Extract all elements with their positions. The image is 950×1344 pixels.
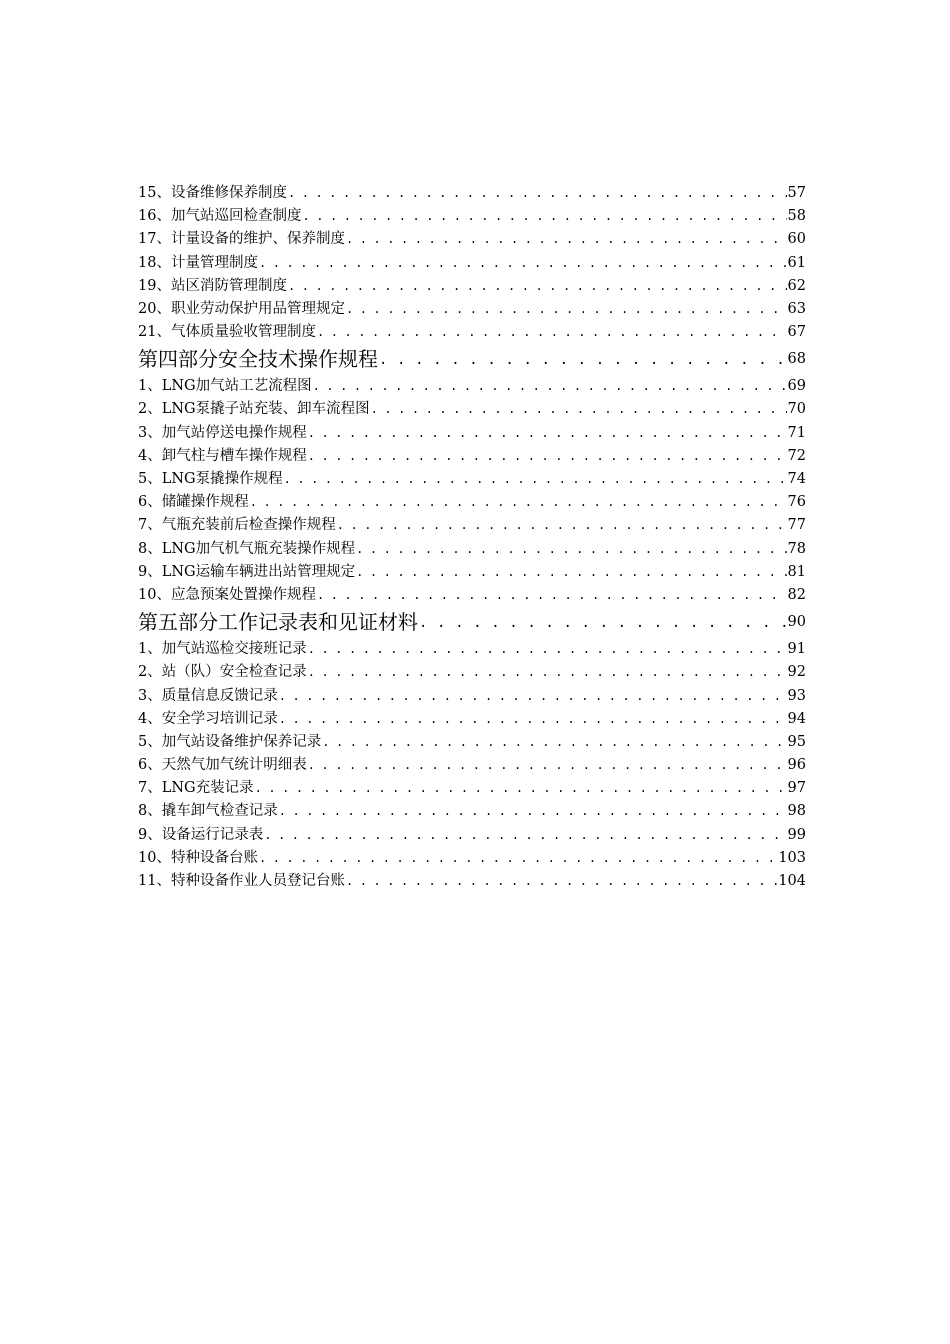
- toc-section-heading[interactable]: [138, 607, 806, 638]
- toc-entry-title: 10、特种设备台账: [138, 849, 258, 866]
- toc-entry[interactable]: [138, 847, 806, 870]
- toc-entry-title: 18、计量管理制度: [138, 254, 258, 271]
- toc-entry-title: 7、LNG充装记录: [138, 780, 254, 797]
- toc-entry-page: 69: [787, 378, 806, 395]
- toc-entry-page: 57: [787, 184, 806, 201]
- toc-entry-page: 60: [787, 231, 806, 248]
- toc-entry-title: 8、撬车卸气检查记录: [138, 803, 278, 820]
- toc-entry-title: 5、LNG泵撬操作规程: [138, 471, 283, 488]
- toc-entry-title: 8、LNG加气机气瓶充装操作规程: [138, 540, 356, 557]
- dot-leader: [307, 445, 787, 468]
- dot-leader: [249, 491, 787, 514]
- dot-leader: [278, 685, 787, 708]
- toc-entry-page: 71: [787, 424, 806, 441]
- toc-entry-page: 63: [787, 300, 806, 317]
- dot-leader: [370, 399, 787, 422]
- toc-entry-title: 2、LNG泵撬子站充装、卸车流程图: [138, 401, 370, 418]
- toc-entry-title: 1、LNG加气站工艺流程图: [138, 378, 312, 395]
- toc-section-title: 第五部分工作记录表和见证材料: [138, 610, 418, 635]
- toc-entry[interactable]: [138, 298, 806, 321]
- toc-entry-page: 93: [787, 687, 806, 704]
- dot-leader: [418, 607, 787, 638]
- toc-section-heading[interactable]: [138, 344, 806, 375]
- toc-entry-page: 72: [787, 447, 806, 464]
- toc-entry[interactable]: [138, 491, 806, 514]
- dot-leader: [287, 275, 787, 298]
- toc-entry-title: 4、安全学习培训记录: [138, 710, 278, 727]
- toc-entry-title: 11、特种设备作业人员登记台账: [138, 873, 345, 890]
- toc-entry-title: 3、质量信息反馈记录: [138, 687, 278, 704]
- toc-entry[interactable]: [138, 468, 806, 491]
- toc-entry-title: 9、设备运行记录表: [138, 826, 264, 843]
- toc-entry-page: 78: [787, 540, 806, 557]
- toc-entry[interactable]: [138, 538, 806, 561]
- toc-entry-title: 7、气瓶充装前后检查操作规程: [138, 517, 336, 534]
- toc-entry[interactable]: [138, 445, 806, 468]
- toc-entry-page: 91: [787, 641, 806, 658]
- toc-entry[interactable]: [138, 731, 806, 754]
- toc-entry[interactable]: [138, 321, 806, 344]
- toc-entry-title: 6、储罐操作规程: [138, 494, 249, 511]
- dot-leader: [258, 847, 777, 870]
- toc-entry-page: 94: [787, 710, 806, 727]
- toc-entry[interactable]: [138, 275, 806, 298]
- dot-leader: [283, 468, 787, 491]
- toc-section-title: 第四部分安全技术操作规程: [138, 347, 378, 372]
- toc-entry[interactable]: [138, 824, 806, 847]
- toc-entry-title: 20、职业劳动保护用品管理规定: [138, 300, 345, 317]
- toc-entry-title: 2、站（队）安全检查记录: [138, 664, 307, 681]
- toc-entry-title: 5、加气站设备维护保养记录: [138, 733, 322, 750]
- dot-leader: [278, 801, 787, 824]
- toc-entry-page: 76: [787, 494, 806, 511]
- toc-entry[interactable]: [138, 777, 806, 800]
- toc-entry-title: 10、应急预案处置操作规程: [138, 586, 316, 603]
- toc-entry-page: 99: [787, 826, 806, 843]
- toc-entry[interactable]: [138, 708, 806, 731]
- toc-entry[interactable]: [138, 514, 806, 537]
- toc-entry-title: 15、设备维修保养制度: [138, 184, 287, 201]
- toc-entry[interactable]: [138, 754, 806, 777]
- dot-leader: [263, 824, 786, 847]
- toc-entry-page: 70: [787, 401, 806, 418]
- toc-entry[interactable]: [138, 561, 806, 584]
- toc-entry-title: 6、天然气加气统计明细表: [138, 757, 307, 774]
- toc-entry-page: 77: [787, 517, 806, 534]
- toc-entry[interactable]: [138, 182, 806, 205]
- toc-entry[interactable]: [138, 870, 806, 893]
- toc-entry-page: 61: [787, 254, 806, 271]
- dot-leader: [345, 870, 777, 893]
- dot-leader: [336, 514, 787, 537]
- toc-entry[interactable]: [138, 205, 806, 228]
- toc-entry-page: 98: [787, 803, 806, 820]
- toc-entry[interactable]: [138, 685, 806, 708]
- dot-leader: [307, 422, 787, 445]
- toc-entry-page: 92: [787, 664, 806, 681]
- toc-entry-page: 74: [787, 471, 806, 488]
- dot-leader: [254, 777, 787, 800]
- toc-entry-page: 95: [787, 733, 806, 750]
- toc-entry-title: 21、气体质量验收管理制度: [138, 324, 316, 341]
- toc-entry-page: 97: [787, 780, 806, 797]
- dot-leader: [301, 205, 786, 228]
- toc-entry-title: 17、计量设备的维护、保养制度: [138, 231, 345, 248]
- toc-entry[interactable]: [138, 422, 806, 445]
- dot-leader: [321, 731, 786, 754]
- toc-entry-title: 1、加气站巡检交接班记录: [138, 641, 307, 658]
- toc-entry-page: 58: [787, 208, 806, 225]
- toc-entry-page: 62: [787, 277, 806, 294]
- toc-entry-title: 16、加气站巡回检查制度: [138, 208, 302, 225]
- toc-entry[interactable]: [138, 584, 806, 607]
- dot-leader: [345, 298, 787, 321]
- dot-leader: [355, 561, 786, 584]
- dot-leader: [312, 375, 787, 398]
- dot-leader: [307, 661, 787, 684]
- toc-entry-title: 19、站区消防管理制度: [138, 277, 287, 294]
- toc-entry[interactable]: [138, 228, 806, 251]
- toc-entry[interactable]: [138, 638, 806, 661]
- dot-leader: [378, 344, 787, 375]
- dot-leader: [307, 754, 787, 777]
- toc-entry-page: 104: [778, 873, 806, 890]
- dot-leader: [316, 321, 787, 344]
- toc-entry-page: 82: [787, 586, 806, 603]
- dot-leader: [307, 638, 787, 661]
- toc-entry-page: 81: [787, 563, 806, 580]
- toc-entry-page: 103: [778, 849, 806, 866]
- dot-leader: [258, 252, 787, 275]
- toc-entry-title: 4、卸气柱与槽车操作规程: [138, 447, 307, 464]
- dot-leader: [355, 538, 786, 561]
- toc-entry[interactable]: [138, 252, 806, 275]
- dot-leader: [316, 584, 787, 607]
- toc-entry[interactable]: [138, 399, 806, 422]
- toc-entry-page: 96: [787, 757, 806, 774]
- dot-leader: [287, 182, 787, 205]
- toc-section-page: 90: [787, 614, 806, 631]
- toc-entry[interactable]: [138, 801, 806, 824]
- toc-entry[interactable]: [138, 661, 806, 684]
- table-of-contents: [138, 182, 806, 893]
- toc-entry-title: 3、加气站停送电操作规程: [138, 424, 307, 441]
- dot-leader: [345, 228, 787, 251]
- toc-section-page: 68: [787, 351, 806, 368]
- toc-entry-title: 9、LNG运输车辆进出站管理规定: [138, 563, 356, 580]
- toc-entry[interactable]: [138, 375, 806, 398]
- toc-entry-page: 67: [787, 324, 806, 341]
- dot-leader: [278, 708, 787, 731]
